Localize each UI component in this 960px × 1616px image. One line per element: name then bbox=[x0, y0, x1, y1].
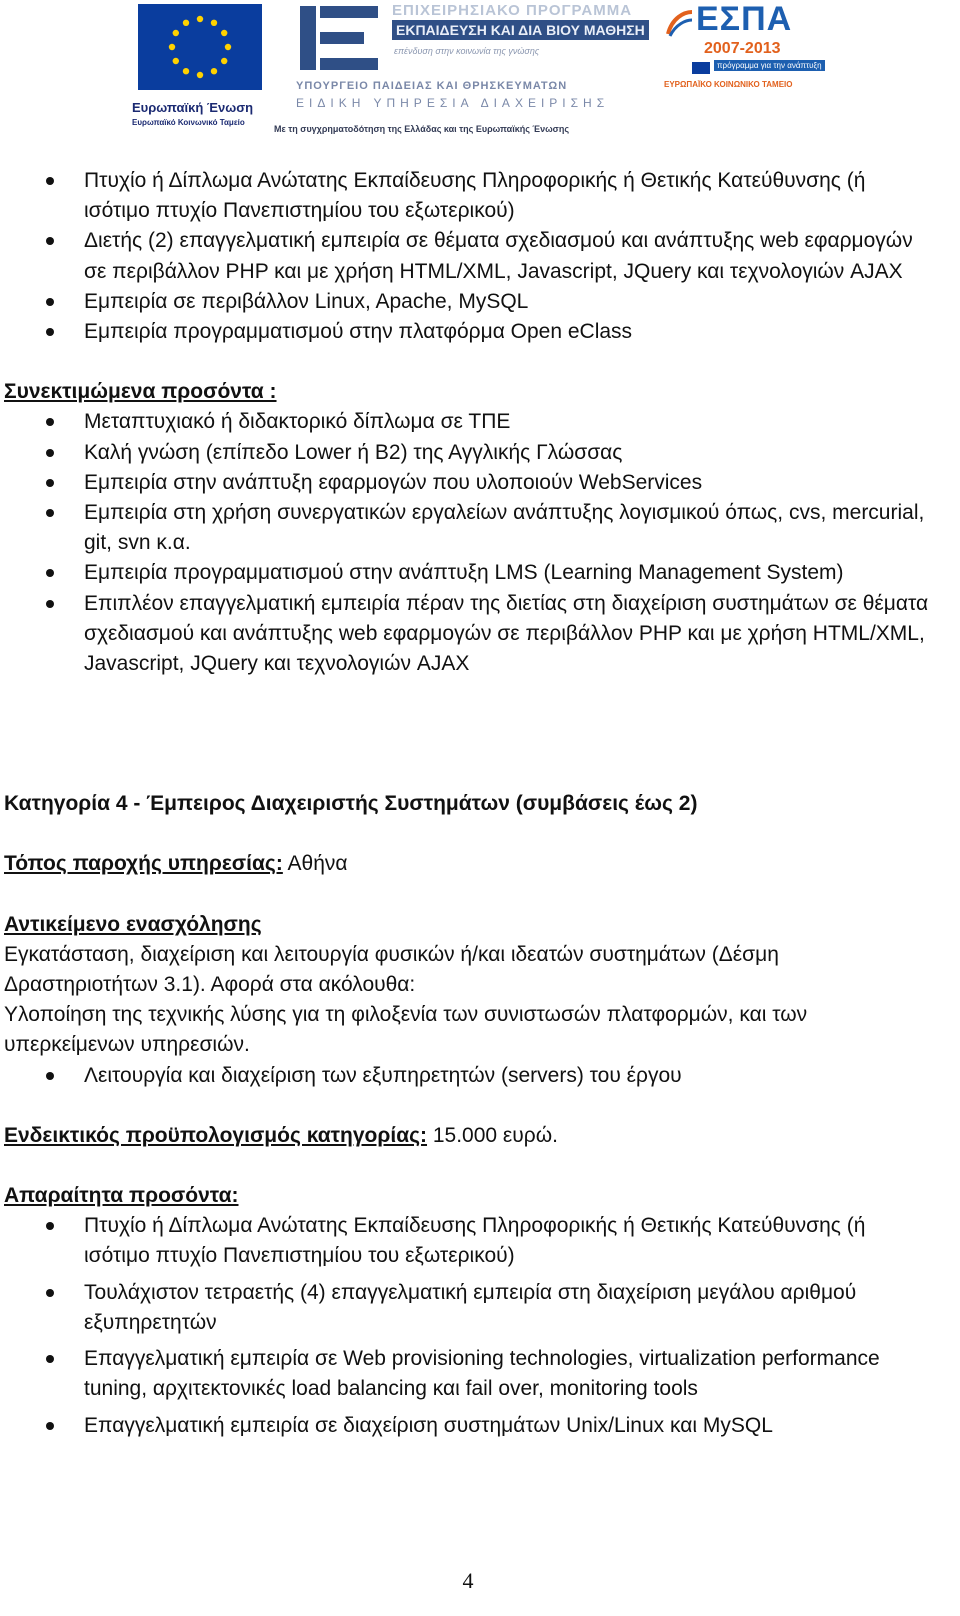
document-body bbox=[4, 166, 934, 1441]
bullet-icon bbox=[46, 298, 54, 306]
list-item bbox=[4, 438, 934, 468]
required-heading: Απαραίτητα προσόντα: bbox=[4, 1184, 239, 1208]
list-item-text: Διετής (2) επαγγελματική εμπειρία σε θέματα σχεδιασμού και ανάπτυξης web εφαρμογών σε περιβάλλον PHP και με χρήση HTML/XML, Javascript, JQuery και τεχνολογιών AJAX bbox=[84, 229, 913, 283]
list-item bbox=[4, 1344, 934, 1404]
bullet-icon bbox=[46, 600, 54, 608]
desirable-heading: Συνεκτιμώμενα προσόντα : bbox=[4, 380, 277, 404]
espa-fund-name: ΕΥΡΩΠΑΪΚΟ ΚΟΙΝΩΝΙΚΟ ΤΑΜΕΙΟ bbox=[664, 80, 793, 89]
bullet-icon bbox=[46, 509, 54, 517]
list-item bbox=[4, 468, 934, 498]
ministry-name: ΥΠΟΥΡΓΕΙΟ ΠΑΙΔΕΙΑΣ ΚΑΙ ΘΡΗΣΚΕΥΜΑΤΩΝ bbox=[296, 80, 568, 92]
bullet-icon bbox=[46, 418, 54, 426]
managing-authority: ΕΙΔΙΚΗ ΥΠΗΡΕΣΙΑ ΔΙΑΧΕΙΡΙΣΗΣ bbox=[296, 96, 610, 110]
list-item bbox=[4, 498, 934, 558]
list-item-text: Εμπειρία στην ανάπτυξη εφαρμογών που υλοποιούν WebServices bbox=[84, 470, 703, 494]
subject-list bbox=[4, 1061, 934, 1091]
eu-flag-icon bbox=[138, 4, 262, 90]
list-item bbox=[4, 589, 934, 680]
list-item-text: Πτυχίο ή Δίπλωμα Ανώτατης Εκπαίδευσης Πληροφορικής ή Θετικής Κατεύθυνσης (ή ισότιμο πτυχίο Πανεπιστημίου του εξωτερικού) bbox=[84, 169, 866, 223]
list-item-text: Εμπειρία σε περιβάλλον Linux, Apache, MySQL bbox=[84, 289, 529, 313]
list-item bbox=[4, 1411, 934, 1441]
page-header-logos bbox=[0, 0, 960, 150]
list-item bbox=[4, 226, 934, 286]
bullet-icon bbox=[46, 479, 54, 487]
subject-text-1: Εγκατάσταση, διαχείριση και λειτουργία φυσικών ή/και ιδεατών συστημάτων (Δέσμη Δραστηριοτήτων 3.1). Αφορά στα ακόλουθα: bbox=[4, 942, 779, 997]
eu-logo-subtitle: Ευρωπαϊκό Κοινωνικό Ταμείο bbox=[132, 118, 245, 127]
bullet-icon bbox=[46, 1422, 54, 1430]
location-line bbox=[4, 849, 934, 879]
list-item bbox=[4, 1211, 934, 1271]
eu-logo-name: Ευρωπαϊκή Ένωση bbox=[132, 100, 254, 115]
budget-label: Ενδεικτικός προϋπολογισμός κατηγορίας: bbox=[4, 1123, 428, 1147]
programme-motto: επένδυση στην κοινωνία της γνώσης bbox=[394, 46, 540, 56]
espa-eu-flag-icon bbox=[692, 62, 710, 74]
bullet-icon bbox=[46, 1222, 54, 1230]
bullet-icon bbox=[46, 237, 54, 245]
bullet-icon bbox=[46, 449, 54, 457]
espa-years: 2007-2013 bbox=[704, 40, 781, 57]
espa-logo bbox=[664, 0, 824, 100]
bullet-icon bbox=[46, 1289, 54, 1297]
programme-title: ΕΠΙΧΕΙΡΗΣΙΑΚΟ ΠΡΟΓΡΑΜΜΑ bbox=[392, 2, 633, 19]
cofinancing-note: Με τη συγχρηματοδότηση της Ελλάδας και της Ευρωπαϊκής Ένωσης bbox=[274, 124, 570, 134]
bullet-icon bbox=[46, 569, 54, 577]
budget-line bbox=[4, 1121, 934, 1151]
page-number: 4 bbox=[462, 1568, 474, 1593]
list-item bbox=[4, 1278, 934, 1338]
bullet-icon bbox=[46, 328, 54, 336]
list-item-text: Τουλάχιστον τετραετής (4) επαγγελματική εμπειρία στη διαχείριση μεγάλου αριθμού εξυπηρετητών bbox=[84, 1280, 857, 1334]
list-item bbox=[4, 166, 934, 226]
list-item-text: Καλή γνώση (επίπεδο Lower ή B2) της Αγγλικής Γλώσσας bbox=[84, 440, 623, 464]
espa-wordmark: ΕΣΠΑ bbox=[696, 0, 793, 38]
list-item-text: Εμπειρία στη χρήση συνεργατικών εργαλείων ανάπτυξης λογισμικού όπως, cvs, mercurial, git, svn κ.α. bbox=[84, 501, 925, 555]
list-item-text: Εμπειρία προγραμματισμού στην πλατφόρμα Open eClass bbox=[84, 320, 633, 344]
list-item bbox=[4, 407, 934, 437]
bullet-icon bbox=[46, 1072, 54, 1080]
list-item-text: Επιπλέον επαγγελματική εμπειρία πέραν της διετίας στη διαχείριση συστημάτων σε θέματα σχεδιασμού και ανάπτυξης web εφαρμογών σε περιβάλλον PHP και με χρήση HTML/XML, Javascript, JQuery και τεχνολογιών AJAX bbox=[84, 591, 929, 676]
list-item-text: Εμπειρία προγραμματισμού στην ανάπτυξη LMS (Learning Management System) bbox=[84, 561, 844, 585]
list-item bbox=[4, 317, 934, 347]
list-item bbox=[4, 287, 934, 317]
programme-logo bbox=[274, 0, 664, 140]
required-list bbox=[4, 1211, 934, 1440]
list-item bbox=[4, 558, 934, 588]
list-item-text: Επαγγελματική εμπειρία σε διαχείριση συστημάτων Unix/Linux και MySQL bbox=[84, 1413, 773, 1437]
location-value: Αθήνα bbox=[287, 852, 348, 876]
list-item-text: Μεταπτυχιακό ή διδακτορικό δίπλωμα σε ΤΠΕ bbox=[84, 410, 511, 434]
list-item-text: Επαγγελματική εμπειρία σε Web provisioning technologies, virtualization performance tuning, αρχιτεκτονικές load balancing και fail over, monitoring tools bbox=[84, 1347, 880, 1401]
list-item bbox=[4, 1061, 934, 1091]
subject-heading: Αντικείμενο ενασχόλησης bbox=[4, 912, 262, 936]
espa-tagline: πρόγραμμα για την ανάπτυξη bbox=[714, 60, 825, 71]
list-item-text: Πτυχίο ή Δίπλωμα Ανώτατης Εκπαίδευσης Πληροφορικής ή Θετικής Κατεύθυνσης (ή ισότιμο πτυχίο Πανεπιστημίου του εξωτερικού) bbox=[84, 1214, 866, 1268]
bullet-icon bbox=[46, 177, 54, 185]
top-requirements-list bbox=[4, 166, 934, 347]
subject-text-2: Υλοποίηση της τεχνικής λύσης για τη φιλοξενία των συνιστωσών πλατφορμών, και των υπερκείμενων υπηρεσιών. bbox=[4, 1003, 808, 1057]
location-label: Τόπος παροχής υπηρεσίας: bbox=[4, 852, 283, 876]
espa-swirl-icon bbox=[664, 8, 694, 38]
list-item-text: Λειτουργία και διαχείριση των εξυπηρετητών (servers) του έργου bbox=[84, 1063, 682, 1087]
programme-emblem-icon bbox=[296, 4, 382, 72]
category-title: Κατηγορία 4 - Έμπειρος Διαχειριστής Συστημάτων (συμβάσεις έως 2) bbox=[4, 792, 698, 816]
bullet-icon bbox=[46, 1355, 54, 1363]
desirable-list bbox=[4, 407, 934, 679]
budget-value: 15.000 ευρώ. bbox=[432, 1123, 558, 1147]
eu-logo bbox=[132, 0, 268, 140]
programme-name: ΕΚΠΑΙΔΕΥΣΗ ΚΑΙ ΔΙΑ ΒΙΟΥ ΜΑΘΗΣΗ bbox=[392, 20, 649, 40]
